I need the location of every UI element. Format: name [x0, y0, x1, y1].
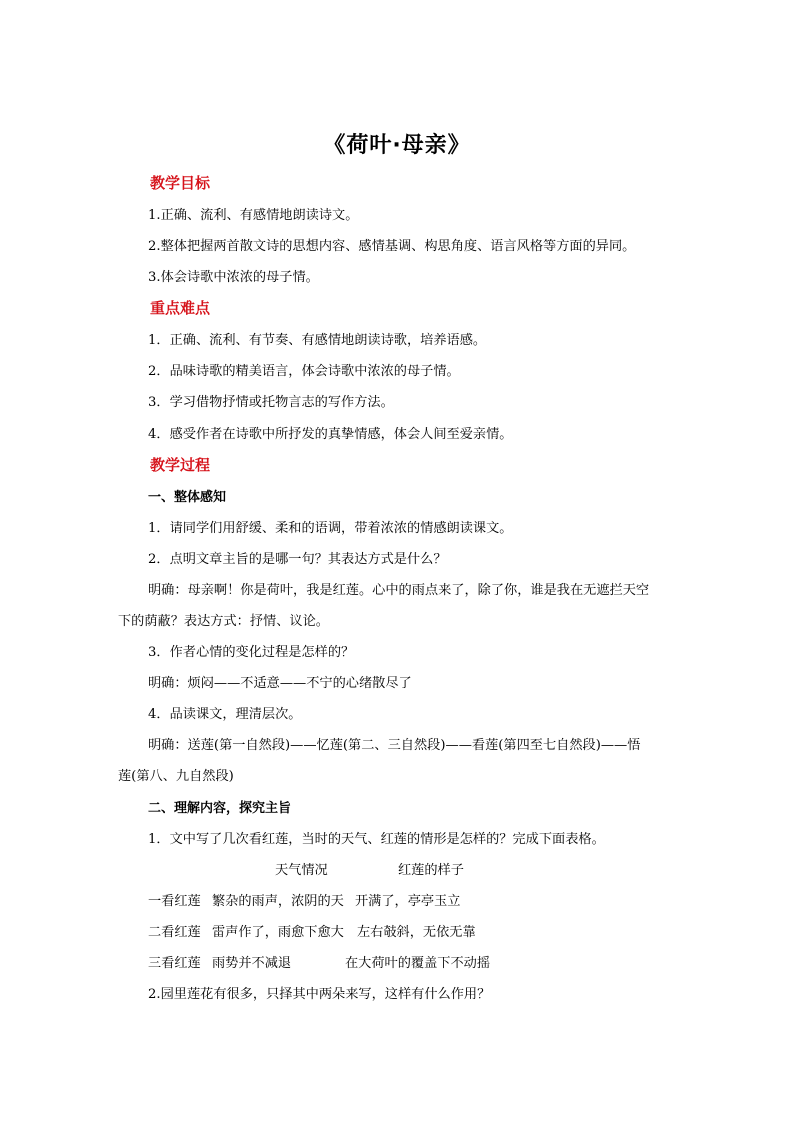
section1-line: 下的荫蔽？表达方式：抒情、议论。 [118, 614, 329, 629]
table-row-label: 一看红莲 [148, 894, 201, 909]
section1-line: 3．作者心情的变化过程是怎样的？ [148, 645, 355, 660]
section1-line: 2．点明文章主旨的是哪一句？其表达方式是什么？ [148, 552, 447, 567]
objectives-heading: 教学目标 [150, 174, 211, 192]
table-row-label: 二看红莲 [148, 925, 201, 940]
key-points-heading: 重点难点 [150, 299, 211, 317]
table-header: 天气情况 [275, 863, 328, 878]
objective-item: 1.正确、流利、有感情地朗读诗文。 [148, 208, 359, 223]
section1-heading: 一、整体感知 [148, 490, 227, 505]
table-cell: 雨势并不减退 [212, 956, 292, 971]
section2-question: 1．文中写了几次看红莲，当时的天气、红莲的情形是怎样的？完成下面表格。 [148, 832, 605, 847]
objective-item: 3.体会诗歌中浓浓的母子情。 [148, 270, 319, 285]
table-cell: 开满了，亭亭玉立 [355, 894, 461, 909]
section2-question: 2.园里莲花有很多，只择其中两朵来写，这样有什么作用？ [148, 987, 491, 1002]
table-row-label: 三看红莲 [148, 956, 201, 971]
objective-item: 2.整体把握两首散文诗的思想内容、感情基调、构思角度、语言风格等方面的异同。 [148, 239, 636, 254]
section1-line: 明确：烦闷——不适意——不宁的心绪散尽了 [148, 676, 412, 691]
section1-line: 4．品读课文，理清层次。 [148, 707, 302, 722]
section1-line: 明确：送莲(第一自然段)——忆莲(第二、三自然段)——看莲(第四至七自然段)——悟 [148, 738, 641, 753]
section2-heading: 二、理解内容，探究主旨 [148, 801, 292, 816]
key-point-item: 3．学习借物抒情或托物言志的写作方法。 [148, 395, 394, 410]
section1-line: 1．请同学们用舒缓、柔和的语调，带着浓浓的情感朗读课文。 [148, 521, 513, 536]
table-cell: 繁杂的雨声，浓阴的天 [212, 894, 344, 909]
key-point-item: 4．感受作者在诗歌中所抒发的真挚情感，体会人间至爱亲情。 [148, 427, 513, 442]
key-point-item: 1．正确、流利、有节奏、有感情地朗读诗歌，培养语感。 [148, 333, 487, 348]
table-cell: 雷声作了，雨愈下愈大 [212, 925, 344, 940]
table-header: 红莲的样子 [398, 863, 464, 878]
section1-line: 明确：母亲啊！你是荷叶，我是红莲。心中的雨点来了，除了你，谁是我在无遮拦天空 [148, 583, 650, 598]
table-cell: 在大荷叶的覆盖下不动摇 [345, 956, 491, 971]
key-point-item: 2．品味诗歌的精美语言，体会诗歌中浓浓的母子情。 [148, 364, 460, 379]
document-title: 《荷叶·母亲》 [323, 133, 471, 158]
section1-line: 莲(第八、九自然段) [118, 769, 234, 784]
table-cell: 左右攲斜，无依无靠 [357, 925, 476, 940]
process-heading: 教学过程 [150, 456, 211, 474]
